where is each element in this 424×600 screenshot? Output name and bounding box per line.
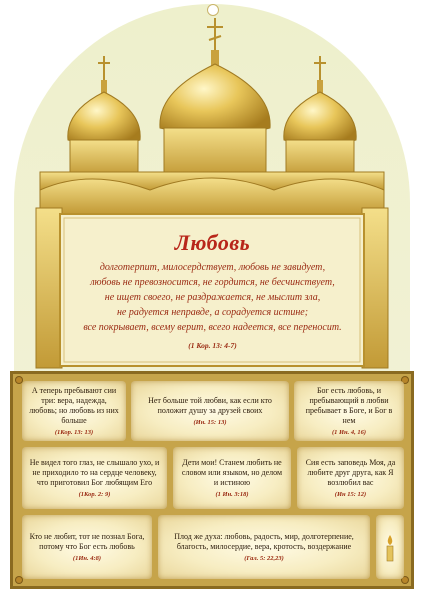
- brick-quote: [173, 447, 291, 509]
- love-verse-panel: [60, 226, 365, 364]
- quote-text: Плод же духа: любовь, радость, мир, долготерпение, благость, милосердие, вера, кротость, воздержание: [174, 531, 354, 551]
- brick-quote: [158, 515, 370, 579]
- rivet-icon: [16, 577, 22, 583]
- dome-right: [284, 80, 356, 176]
- verse-reference: (1 Кор. 13: 4-7): [188, 341, 237, 350]
- quote-citation: (Ин 15: 12): [334, 490, 367, 498]
- verse-line: долготерпит, милосердствует, любовь не завидует,: [99, 262, 326, 273]
- quote-text: А теперь пребывают сии три: вера, надежда, любовь; но любовь из них больше: [29, 385, 119, 425]
- brick-quote: [297, 447, 404, 509]
- candle-icon: [382, 533, 398, 563]
- verse-line: не радуется неправде, а сорадуется истине;: [116, 307, 309, 318]
- verse-line: любовь не превозносится, не гордится, не бесчинствует,: [90, 277, 335, 288]
- brick-quote: [22, 515, 152, 579]
- quote-citation: (1Кор. 13: 13): [54, 428, 94, 436]
- quote-citation: (1Кор. 2: 9): [78, 490, 111, 498]
- brick-wall: [10, 371, 414, 589]
- brick-quote: [22, 447, 167, 509]
- brick-quote: [294, 381, 404, 441]
- rivet-icon: [402, 577, 408, 583]
- brick-quote: [22, 381, 126, 441]
- page-title: Любовь: [174, 230, 251, 255]
- verse-line: все покрывает, всему верит, всего надеется, все переносит.: [83, 322, 342, 333]
- quote-citation: (1 Ин. 4, 16): [331, 428, 367, 436]
- quote-text: Сия есть заповедь Моя, да любите друг друга, как Я возлюбил вас: [305, 457, 396, 487]
- quote-citation: (Гал. 5: 22,23): [244, 554, 284, 562]
- brick-quote: [131, 381, 289, 441]
- quote-citation: (1Ин. 4:8): [72, 554, 102, 562]
- quote-text: Кто не любит, тот не познал Бога, потому что Бог есть любовь: [29, 531, 145, 551]
- quote-text: Дети мои! Станем любить не словом или языком, но делом и истиною: [181, 457, 283, 487]
- dome-center: [160, 50, 270, 176]
- rivet-icon: [16, 377, 22, 383]
- brick-icon-tile: [376, 515, 404, 579]
- quote-text: Нет больше той любви, как если кто положит душу за друзей своих: [148, 395, 272, 415]
- quote-text: Бог есть любовь, и пребывающий в любви пребывает в Боге, и Бог в нем: [305, 385, 393, 425]
- quote-citation: (Ин. 15: 13): [193, 418, 227, 426]
- verse-line: не ищет своего, не раздражается, не мыслит зла,: [104, 292, 321, 303]
- quote-text: Не видел того глаз, не слышало ухо, и не приходило то на сердце человеку, что приготовил Бог любящим Его: [29, 457, 160, 487]
- verse-text: [60, 260, 365, 335]
- dome-left: [68, 80, 140, 176]
- quote-citation: (1 Ин. 3:18): [215, 490, 249, 498]
